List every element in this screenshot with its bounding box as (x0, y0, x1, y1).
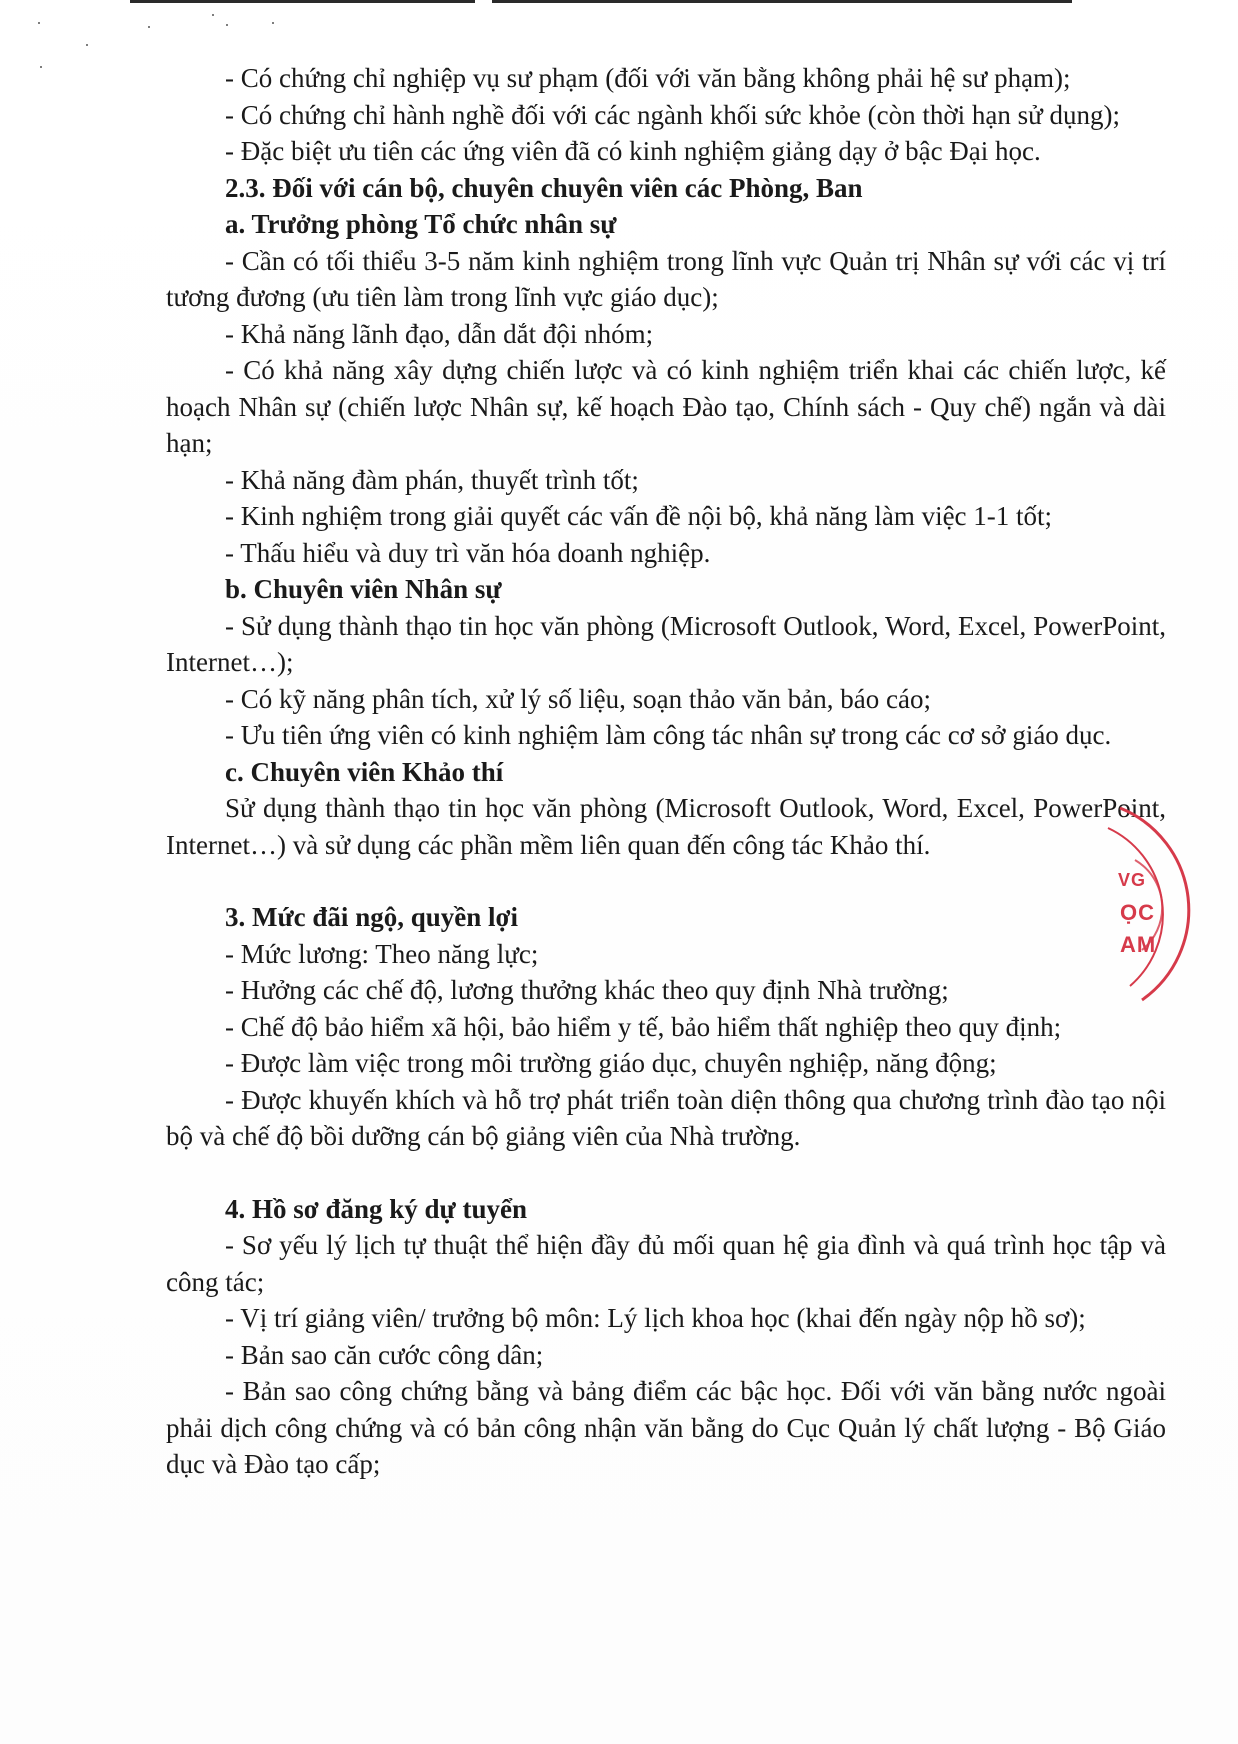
list-item: - Mức lương: Theo năng lực; (225, 938, 539, 969)
list-item: - Cần có tối thiểu 3-5 năm kinh nghiệm trong lĩnh vực Quản trị Nhân sự với các vị trí tương đương (ưu tiên làm trong lĩnh vực giáo dục); (166, 245, 1166, 312)
list-item: - Được làm việc trong môi trường giáo dục, chuyên nghiệp, năng động; (225, 1048, 997, 1078)
list-item: - Ưu tiên ứng viên có kinh nghiệm làm công tác nhân sự trong các cơ sở giáo dục. (225, 720, 1112, 750)
spacer (166, 1155, 1166, 1191)
list-item: - Sơ yếu lý lịch tự thuật thể hiện đầy đủ mối quan hệ gia đình và quá trình học tập và công tác; (166, 1230, 1166, 1297)
list-item: - Chế độ bảo hiểm xã hội, bảo hiểm y tế, bảo hiểm thất nghiệp theo quy định; (225, 1011, 1062, 1042)
paragraph-line: - Đặc biệt ưu tiên các ứng viên đã có kinh nghiệm giảng dạy ở bậc Đại học. (225, 136, 1041, 166)
list-item: - Có khả năng xây dựng chiến lược và có kinh nghiệm triển khai các chiến lược, kế hoạch Nhân sự (chiến lược Nhân sự, kế hoạch Đào tạo, Chính sách - Quy chế) ngắn và dài hạn; (166, 355, 1166, 458)
scan-speck (148, 26, 150, 28)
list-item: - Thấu hiểu và duy trì văn hóa doanh nghiệp. (225, 537, 711, 568)
top-rule-left (130, 0, 475, 3)
list-item: - Sử dụng thành thạo tin học văn phòng (Microsoft Outlook, Word, Excel, PowerPoint, Internet…); (166, 610, 1166, 677)
list-item: - Khả năng lãnh đạo, dẫn dắt đội nhóm; (225, 318, 654, 349)
list-item: - Hưởng các chế độ, lương thưởng khác theo quy định Nhà trường; (225, 975, 949, 1005)
list-item: Sử dụng thành thạo tin học văn phòng (Microsoft Outlook, Word, Excel, PowerPoint, Internet…) và sử dụng các phần mềm liên quan đến công tác Khảo thí. (166, 793, 1166, 860)
list-item: - Được khuyến khích và hỗ trợ phát triển toàn diện thông qua chương trình đào tạo nội bộ và chế độ bồi dưỡng cán bộ giảng viên của Nhà trường. (166, 1084, 1166, 1151)
section-heading-4: 4. Hồ sơ đăng ký dự tuyển (225, 1193, 527, 1224)
scan-speck (40, 66, 42, 68)
list-item: - Kinh nghiệm trong giải quyết các vấn đề nội bộ, khả năng làm việc 1-1 tốt; (225, 501, 1053, 531)
section-heading-3: 3. Mức đãi ngộ, quyền lợi (225, 902, 518, 932)
subsection-heading-a: a. Trưởng phòng Tổ chức nhân sự (225, 209, 617, 239)
red-seal-stamp (1090, 800, 1238, 1010)
scan-speck (86, 44, 88, 46)
scan-speck (38, 22, 40, 24)
paragraph-line: - Có chứng chỉ nghiệp vụ sư phạm (đối với văn bằng không phải hệ sư phạm); (225, 63, 1071, 93)
seal-fragment: VG (1118, 870, 1147, 890)
list-item: - Có kỹ năng phân tích, xử lý số liệu, soạn thảo văn bản, báo cáo; (225, 683, 931, 714)
seal-fragment: ỌC (1120, 900, 1155, 925)
document-body (166, 60, 1166, 1483)
list-item: - Vị trí giảng viên/ trưởng bộ môn: Lý lịch khoa học (khai đến ngày nộp hồ sơ); (225, 1303, 1086, 1333)
seal-fragment: AM (1120, 932, 1157, 957)
scan-speck (272, 22, 274, 24)
subsection-heading-b: b. Chuyên viên Nhân sự (225, 574, 502, 604)
section-heading-2-3: 2.3. Đối với cán bộ, chuyên chuyên viên các Phòng, Ban (225, 172, 863, 203)
list-item: - Bản sao căn cước công dân; (225, 1339, 544, 1370)
seal-ring-icon (1090, 800, 1238, 1010)
list-item: - Bản sao công chứng bằng và bảng điểm các bậc học. Đối với văn bằng nước ngoài phải dịch công chứng và có bản công nhận văn bằng do Cục Quản lý chất lượng - Bộ Giáo dục và Đào tạo cấp; (166, 1376, 1166, 1479)
paragraph-line: - Có chứng chỉ hành nghề đối với các ngành khối sức khỏe (còn thời hạn sử dụng); (225, 99, 1121, 130)
subsection-heading-c: c. Chuyên viên Khảo thí (225, 756, 504, 787)
scan-speck (226, 24, 228, 26)
list-item: - Khả năng đàm phán, thuyết trình tốt; (225, 464, 639, 495)
top-rule-right (492, 0, 1072, 3)
spacer (166, 863, 1166, 899)
scan-speck (212, 14, 214, 16)
